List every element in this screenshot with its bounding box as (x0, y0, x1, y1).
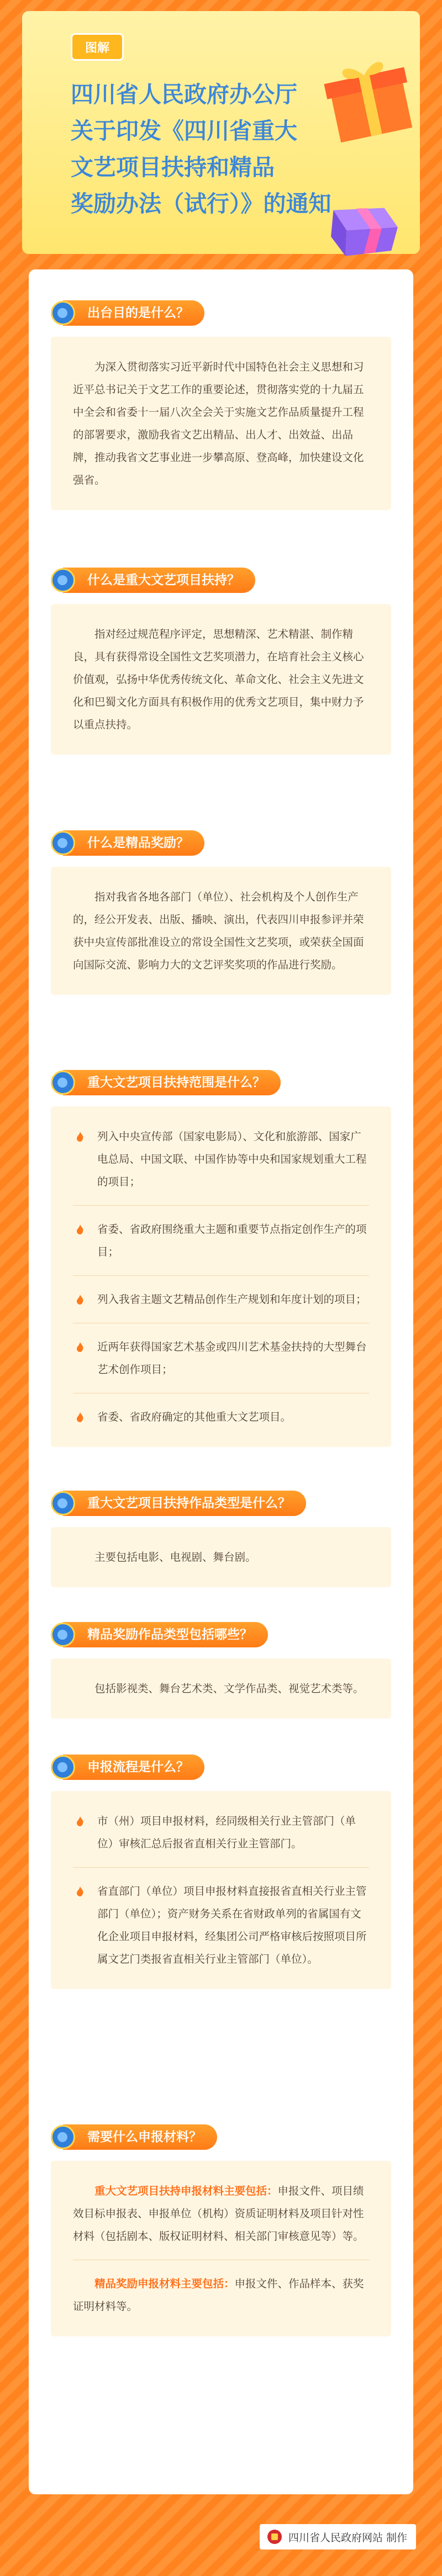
list-item-text: 近两年获得国家艺术基金或四川艺术基金扶持的大型舞台艺术创作项目； (97, 1340, 367, 1376)
gift-box-orange-icon (318, 52, 420, 146)
section-body (51, 1527, 391, 1587)
title-line-1: 四川省人民政府办公厅 (71, 81, 297, 108)
section-body (51, 2161, 391, 2336)
section-application-materials (51, 2124, 391, 2336)
list-item (73, 1125, 369, 1206)
fire-bullet-icon (76, 1886, 84, 1896)
title-line-2: 关于印发《四川省重大 (71, 118, 297, 144)
section-application-process (51, 1755, 391, 1989)
section-text: 指对我省各地各部门（单位）、社会机构及个人创作生产的，经公开发表、出版、播映、演出，代表四川申报参评并荣获中央宣传部批准设立的常设全国性文艺奖项，或荣获全国面向国际交流、影响力大的文艺评奖奖项的作品进行奖励。 (73, 891, 364, 971)
section-body (51, 337, 391, 510)
section-text: 包括影视类、舞台艺术类、文学作品类、视觉艺术类等。 (94, 1682, 364, 1695)
fire-bullet-icon (76, 1412, 84, 1422)
section-title: 出台目的是什么？ (63, 300, 204, 326)
section-text: 主要包括电影、电视剧、舞台剧。 (94, 1551, 256, 1563)
material-text: 申报文件、项目绩效目标申报表、申报单位（机构）资质证明材料及项目针对性材料（包括剧本、版权证明材料、相关部门审核意见等）等。 (73, 2185, 364, 2243)
section-badge-icon (51, 1755, 75, 1779)
section-body (51, 867, 391, 995)
section-major-project-support (51, 568, 391, 755)
list-item-text: 列入我省主题文艺精品创作生产规划和年度计划的项目； (97, 1293, 367, 1306)
material-label: 精品奖励申报材料主要包括： (94, 2277, 235, 2290)
title-line-3: 文艺项目扶持和精品 (71, 154, 275, 181)
section-purpose (51, 300, 391, 510)
section-title: 需要什么申报材料？ (63, 2124, 217, 2150)
list-item-text: 省委、省政府围绕重大主题和重要节点指定创作生产的项目； (97, 1223, 367, 1258)
list-item-text: 列入中央宣传部（国家电影局）、文化和旅游部、国家广电总局、中国文联、中国作协等中央和国家规划重大工程的项目； (97, 1130, 367, 1188)
section-badge-icon (51, 1070, 75, 1095)
section-header (51, 1491, 391, 1516)
section-quality-award (51, 830, 391, 995)
section-header (51, 2124, 391, 2150)
list-item (73, 1406, 369, 1428)
section-text: 为深入贯彻落实习近平新时代中国特色社会主义思想和习近平总书记关于文艺工作的重要论述，贯彻落实党的十九届五中全会和省委十一届八次全会关于实施文艺作品质量提升工程的部署要求，激励我省文艺出精品、出人才、出效益、出品牌，推动我省文艺事业进一步攀高原、登高峰，加快建设文化强省。 (73, 361, 364, 486)
fire-bullet-icon (76, 1816, 84, 1826)
government-emblem-icon (267, 2530, 282, 2544)
page-title (71, 76, 358, 222)
list-item-text: 省直部门（单位）项目申报材料直接报省直相关行业主管部门（单位）；资产财务关系在省财政单列的省属国有文化企业项目申报材料，经集团公司严格审核后按照项目所属文艺门类报省直相关行业主管部门（单位）。 (97, 1885, 367, 1965)
footer-credit (260, 2524, 416, 2550)
section-header (51, 300, 391, 326)
section-badge-icon (51, 1491, 75, 1515)
section-header (51, 568, 391, 593)
section-header (51, 1070, 391, 1095)
gift-box-purple-icon (315, 181, 409, 266)
list-item (73, 1810, 369, 1868)
material-label: 重大文艺项目扶持申报材料主要包括： (94, 2185, 278, 2197)
section-body (51, 1658, 391, 1719)
section-body (51, 1106, 391, 1447)
section-title: 什么是重大文艺项目扶持？ (63, 568, 255, 593)
material-text: 申报文件、作品样本、获奖证明材料等。 (73, 2277, 364, 2313)
section-header (51, 830, 391, 856)
material-block (73, 2272, 369, 2318)
footer-text: 四川省人民政府网站 制作 (288, 2531, 408, 2544)
content-card (29, 269, 413, 2494)
section-award-types (51, 1622, 391, 1719)
section-badge-icon (51, 301, 75, 325)
section-title: 重大文艺项目扶持范围是什么？ (63, 1070, 281, 1095)
section-title: 什么是精品奖励？ (63, 830, 204, 856)
list-item-text: 市（州）项目申报材料，经同级相关行业主管部门（单位）审核汇总后报省直相关行业主管部门。 (97, 1815, 356, 1850)
section-support-types (51, 1491, 391, 1587)
list-item (73, 1880, 369, 1970)
section-header (51, 1755, 391, 1780)
section-text: 指对经过规范程序评定，思想精深、艺术精湛、制作精良，具有获得常设全国性文艺奖项潜力，在培育社会主义核心价值观，弘扬中华优秀传统文化、革命文化、社会主义先进文化和巴蜀文化方面具有积极作用的优秀文艺项目，集中财力予以重点扶持。 (73, 628, 364, 731)
section-body (51, 604, 391, 755)
list-item-text: 省委、省政府确定的其他重大文艺项目。 (97, 1411, 292, 1423)
section-badge-icon (51, 2125, 75, 2149)
section-badge-icon (51, 1623, 75, 1647)
section-title: 精品奖励作品类型包括哪些？ (63, 1622, 268, 1647)
title-line-4: 奖励办法（试行）》的通知 (71, 190, 332, 217)
fire-bullet-icon (76, 1295, 84, 1305)
tujie-logo: 图解 (71, 33, 124, 61)
fire-bullet-icon (76, 1132, 84, 1142)
header-card (22, 11, 420, 254)
list-item (73, 1288, 369, 1323)
section-title: 申报流程是什么？ (63, 1755, 204, 1780)
section-support-scope (51, 1070, 391, 1447)
list-item (73, 1218, 369, 1276)
section-header (51, 1622, 391, 1647)
section-body (51, 1791, 391, 1989)
section-badge-icon (51, 831, 75, 855)
material-block (73, 2180, 369, 2260)
fire-bullet-icon (76, 1342, 84, 1352)
list-item (73, 1335, 369, 1393)
fire-bullet-icon (76, 1225, 84, 1234)
section-badge-icon (51, 568, 75, 592)
section-title: 重大文艺项目扶持作品类型是什么？ (63, 1491, 306, 1516)
